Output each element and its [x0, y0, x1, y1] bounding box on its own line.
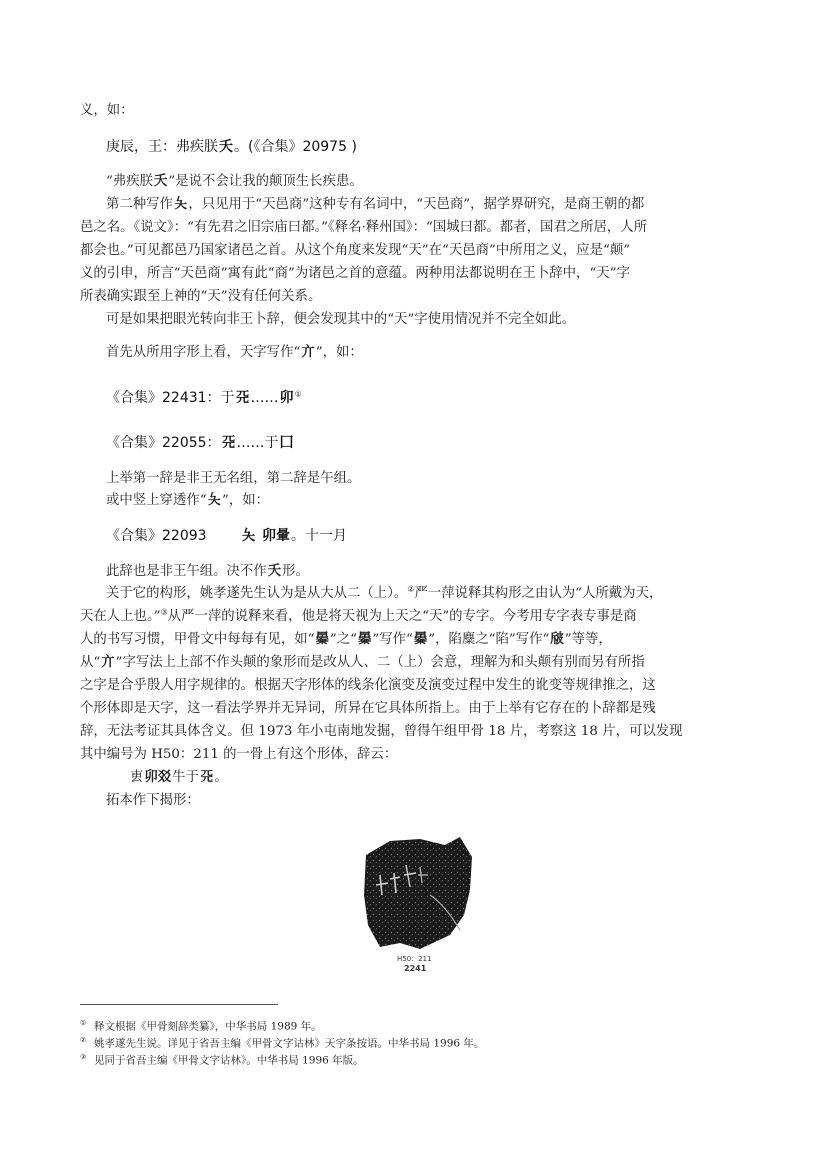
text: ”字写法上上部不作头颠的象形而是改从人、二（上）会意，理解为和头颠有别而另有所指	[115, 655, 645, 670]
oracle-glyph: 卯暈	[262, 528, 290, 544]
oracle-glyph: 夨	[173, 197, 188, 212]
oracle-glyph: 㬥	[357, 632, 372, 647]
example-line	[106, 434, 776, 452]
paragraph-line	[106, 792, 750, 810]
example-line	[106, 389, 776, 407]
text: 都会也。”可见都邑乃国家诸邑之首。从这个角度来发现“天”在“天邑商”中所用之义，应是“颠”	[80, 243, 631, 258]
text: 从“	[80, 655, 101, 670]
example-line	[106, 527, 776, 545]
text: ”之“	[329, 632, 357, 647]
text: 第二种写作	[106, 197, 173, 212]
text: 天在人上也。”	[80, 609, 161, 624]
footnote-mark: ②	[80, 1036, 87, 1044]
oracle-glyph: 亣	[301, 345, 315, 360]
footnote-text: 姚孝遂先生说。详见于省吾主编《甲骨文字诂林》天字条按语。中华书局 1996 年。	[94, 1037, 485, 1050]
text: ”写作“	[372, 632, 413, 647]
text: ”等等，	[564, 632, 612, 647]
text: 关于它的构形，姚孝遂先生认为是从大从二（上）。	[106, 586, 408, 601]
text: ……	[250, 390, 279, 406]
text: 。(《合集》20975 )	[234, 139, 357, 155]
paragraph-line	[106, 344, 750, 362]
text: ……于	[236, 435, 279, 451]
footnote-text: 见同于省吾主编《甲骨文字诂林》。中华书局 1996 年版。	[94, 1054, 364, 1067]
oracle-glyph: 囗	[279, 435, 294, 451]
text: 严一萍说释其构形之由认为“人所戴为天，	[414, 586, 663, 601]
footnote	[80, 1016, 322, 1034]
paragraph-line	[106, 563, 750, 581]
oracle-glyph: 夭	[154, 174, 168, 189]
footnote-ref: ②	[407, 585, 415, 594]
text: 《合集》22093	[106, 528, 207, 544]
text: 拓本作下揭形：	[106, 793, 200, 808]
text: 庚辰，王：弗疾朕	[106, 139, 218, 155]
text: 叀	[130, 770, 144, 785]
paragraph-line	[80, 631, 750, 649]
paragraph-line	[80, 102, 750, 120]
text: 此辞也是非王午组。决不作	[106, 564, 267, 579]
footnote-text: 释文根据《甲骨刻辞类纂》，中华书局 1989 年。	[94, 1020, 322, 1033]
text: 上举第一辞是非王无名组，第二辞是午组。	[106, 471, 361, 486]
text: 。	[214, 770, 228, 785]
text: 可是如果把眼光转向非王卜辞，便会发现其中的“天”字使用情况并不完全如此。	[106, 312, 575, 327]
paragraph-line	[106, 585, 750, 603]
text: ，只见用于“天邑商”这种专有名词中，“天邑商”，据学界研究，是商王朝的都	[188, 197, 645, 212]
example-line	[106, 138, 776, 156]
oracle-glyph: 夨	[241, 528, 256, 544]
text: 其中编号为 H50：211 的一骨上有这个形体，辞云：	[80, 747, 398, 762]
paragraph-line	[106, 196, 750, 214]
paragraph-line	[106, 311, 750, 329]
oracle-glyph: 夭	[267, 564, 282, 579]
oracle-glyph: 㬥	[315, 632, 329, 647]
oracle-glyph: 𠀘	[235, 390, 250, 406]
text: ”，如：	[315, 345, 363, 360]
paragraph-line	[80, 700, 750, 718]
paragraph-line	[80, 677, 750, 695]
footnote-ref: ①	[294, 389, 302, 399]
paragraph-line	[80, 723, 750, 741]
text: 或中竖上穿透作“	[106, 493, 207, 508]
oracle-glyph: 㬥	[413, 632, 428, 647]
text: “弗疾朕	[106, 174, 154, 189]
oracle-glyph: 夭	[219, 139, 233, 155]
example-line	[130, 769, 800, 787]
text: ”，如：	[221, 493, 270, 508]
footnote	[80, 1050, 364, 1068]
figure-caption: H50：211	[397, 955, 432, 963]
paragraph-line	[80, 219, 750, 237]
footnote-mark: ①	[80, 1019, 87, 1027]
paragraph-line	[106, 470, 750, 488]
figure-number: 2241	[404, 964, 427, 973]
text: 《合集》22055：	[106, 435, 221, 451]
paragraph-line	[80, 265, 750, 283]
text: ”是说不会让我的颠顶生长疾患。	[168, 174, 363, 189]
paragraph-line	[80, 288, 750, 306]
text: 形。	[282, 564, 309, 579]
text: 义的引申，所言“天邑商”寓有此“商”为诸邑之首的意蕴。两种用法都说明在王卜辞中，“天”字	[80, 266, 630, 281]
paragraph-line	[80, 654, 750, 672]
text: 之字是合乎殷人用字规律的。根据天字形体的线条化演变及演变过程中发生的讹变等规律推之，这	[80, 678, 656, 693]
text: ”，陷麋之“陷”写作“	[428, 632, 550, 647]
paragraph-line	[80, 608, 750, 626]
oracle-glyph: 夨	[207, 493, 221, 508]
text: 首先从所用字形上看，天字写作“	[106, 345, 301, 360]
text: 个形体即是天字，这一看法学界并无异词，所异在它具体所指上。由于上举有它存在的卜辞都是残	[80, 701, 656, 716]
footnote	[80, 1033, 484, 1051]
oracle-glyph: 亣	[101, 655, 115, 670]
text: 牛于	[172, 770, 199, 785]
footnote-mark: ③	[80, 1053, 87, 1061]
text: 所表确实跟至上神的“天”没有任何关系。	[80, 289, 322, 304]
paragraph-line	[106, 492, 750, 510]
text: 《合集》22431：于	[106, 390, 235, 406]
text: 辞，无法考证其具体含义。但 1973 年小屯南地发掘，曾得午组甲骨 18 片，考察这 18 片，可以发现	[80, 724, 683, 739]
oracle-glyph: 㿭	[550, 632, 564, 647]
oracle-glyph: 𠀘	[199, 770, 214, 785]
paragraph-line	[80, 746, 750, 764]
footnote-ref: ③	[160, 608, 168, 617]
paragraph-line	[106, 173, 750, 191]
text: 义，如：	[80, 103, 134, 118]
paragraph-line	[80, 242, 750, 260]
oracle-bone-rubbing-image	[360, 835, 475, 953]
footnote-divider	[80, 1004, 278, 1005]
text: 。十一月	[291, 528, 347, 544]
text: 邑之名。《说文》：“有先君之旧宗庙曰都。”《释名·释州国》：“国城曰都。都者，国君之所居，人所	[80, 220, 648, 235]
oracle-glyph: 卯	[279, 390, 294, 406]
oracle-glyph: 𠀘	[221, 435, 236, 451]
text: 从严一萍的说释来看，他是将天视为上天之“天”的专字。今考用专字表专事是商	[167, 609, 637, 624]
oracle-glyph: 卯㸚	[144, 770, 172, 785]
text: 人的书写习惯，甲骨文中每每有见，如“	[80, 632, 315, 647]
